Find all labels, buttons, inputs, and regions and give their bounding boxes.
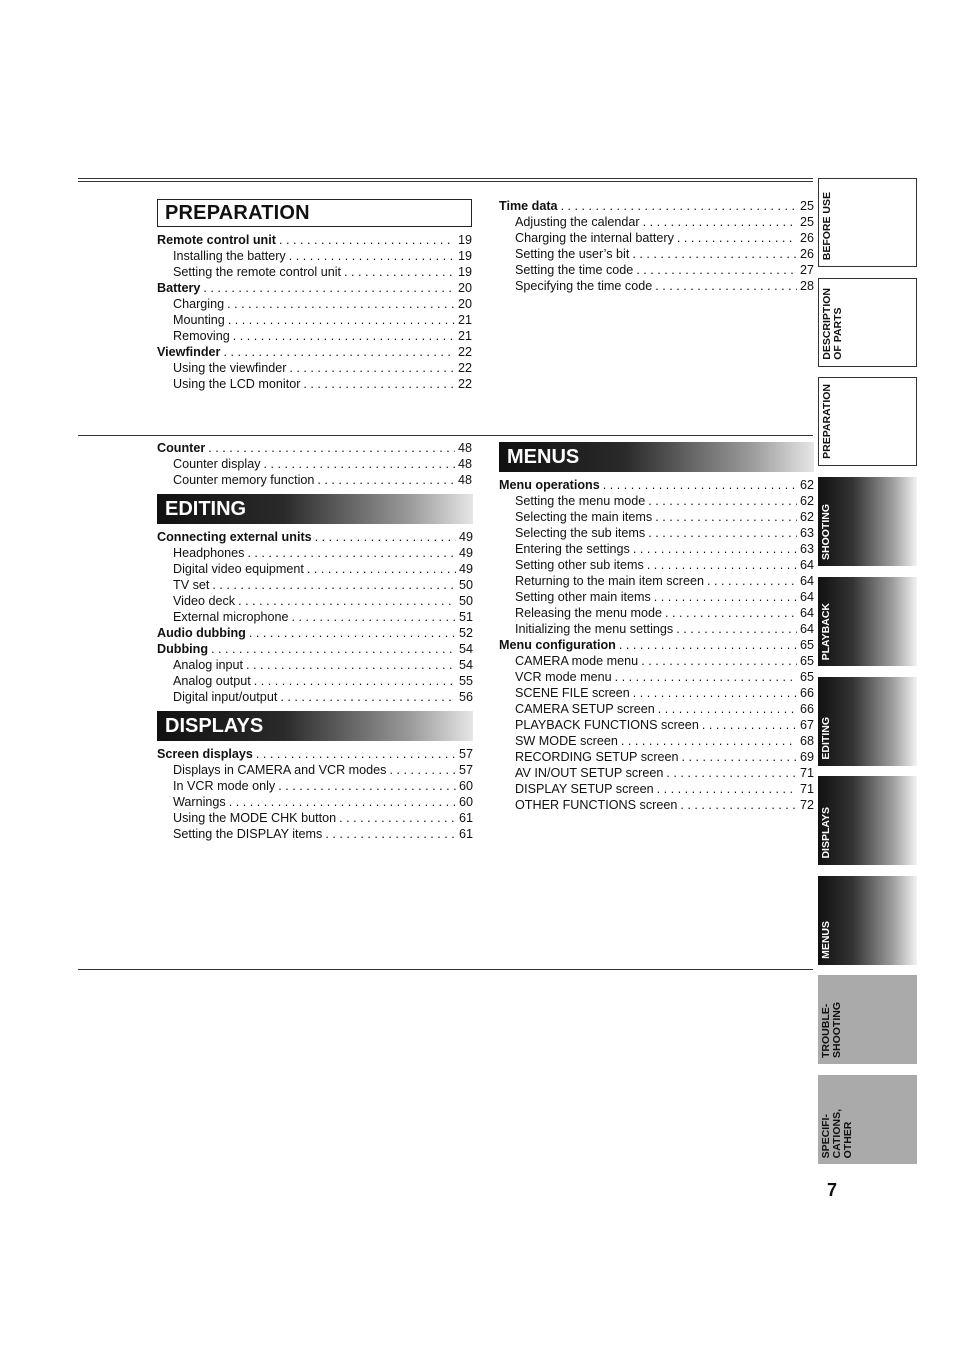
dot-leader xyxy=(655,509,797,525)
toc-entry xyxy=(157,657,473,673)
toc-entry-page: 19 xyxy=(457,249,472,263)
displays-entries xyxy=(157,746,473,842)
toc-entry-page: 20 xyxy=(457,281,472,295)
toc-entry xyxy=(499,797,814,813)
dot-leader xyxy=(223,344,455,360)
toc-entry-title: TV set xyxy=(173,578,210,592)
time-data-section xyxy=(499,198,814,294)
toc-entry-page: 19 xyxy=(457,265,472,279)
dot-leader xyxy=(603,477,797,493)
dot-leader xyxy=(278,778,456,794)
toc-entry-page: 63 xyxy=(799,542,814,556)
toc-entry xyxy=(499,781,814,797)
toc-entry-title: Adjusting the calendar xyxy=(515,215,640,229)
toc-entry-page: 55 xyxy=(458,674,473,688)
dot-leader xyxy=(228,312,455,328)
toc-entry-title: Menu operations xyxy=(499,478,600,492)
toc-entry-title: RECORDING SETUP screen xyxy=(515,750,679,764)
toc-entry-title: Counter memory function xyxy=(173,473,315,487)
section-tab-label: TROUBLE- SHOOTING xyxy=(820,1001,843,1058)
toc-entry xyxy=(157,826,473,842)
dot-leader xyxy=(289,360,455,376)
toc-entry xyxy=(499,198,814,214)
preparation-heading: PREPARATION xyxy=(157,199,472,227)
toc-entry-page: 63 xyxy=(799,526,814,540)
toc-entry xyxy=(157,810,473,826)
dot-leader xyxy=(315,529,456,545)
toc-entry-title: CAMERA mode menu xyxy=(515,654,639,668)
section-tab xyxy=(818,1075,917,1164)
toc-entry xyxy=(157,440,472,456)
toc-entry xyxy=(157,376,472,392)
toc-entry-page: 49 xyxy=(458,562,473,576)
toc-entry-page: 56 xyxy=(458,690,473,704)
toc-entry-page: 19 xyxy=(457,233,472,247)
toc-entry-page: 66 xyxy=(799,702,814,716)
toc-entry-title: Remote control unit xyxy=(157,233,276,247)
dot-leader xyxy=(246,657,456,673)
toc-entry-title: Setting other main items xyxy=(515,590,651,604)
dot-leader xyxy=(249,625,456,641)
toc-entry-page: 22 xyxy=(457,361,472,375)
toc-entry-title: External microphone xyxy=(173,610,289,624)
toc-entry-page: 64 xyxy=(799,622,814,636)
toc-entry xyxy=(499,214,814,230)
dot-leader xyxy=(280,689,456,705)
dot-leader xyxy=(307,561,456,577)
section-tab-label: SPECIFI- CATIONS, OTHER xyxy=(820,1108,854,1158)
toc-entry xyxy=(157,625,473,641)
toc-entry xyxy=(499,246,814,262)
section-tab xyxy=(818,278,917,367)
toc-entry-page: 62 xyxy=(799,494,814,508)
toc-entry-page: 66 xyxy=(799,686,814,700)
preparation-section xyxy=(157,199,472,392)
dot-leader xyxy=(325,826,456,842)
toc-entry xyxy=(157,577,473,593)
toc-entry xyxy=(157,593,473,609)
toc-entry xyxy=(499,637,814,653)
dot-leader xyxy=(677,230,797,246)
toc-entry-page: 27 xyxy=(799,263,814,277)
toc-entry xyxy=(499,493,814,509)
toc-entry-page: 61 xyxy=(458,811,473,825)
toc-entry-title: Menu configuration xyxy=(499,638,616,652)
toc-entry xyxy=(499,573,814,589)
toc-entry-page: 65 xyxy=(799,670,814,684)
dot-leader xyxy=(647,557,797,573)
toc-entry xyxy=(157,312,472,328)
toc-entry-page: 54 xyxy=(458,642,473,656)
dot-leader xyxy=(233,328,455,344)
dot-leader xyxy=(279,232,455,248)
toc-entry-title: Analog input xyxy=(173,658,244,672)
dot-leader xyxy=(658,701,797,717)
toc-entry-page: 52 xyxy=(458,626,473,640)
toc-entry xyxy=(499,278,814,294)
toc-entry-title: Battery xyxy=(157,281,201,295)
toc-entry xyxy=(499,749,814,765)
toc-entry-title: Viewfinder xyxy=(157,345,221,359)
toc-entry-title: Counter display xyxy=(173,457,261,471)
toc-entry-page: 60 xyxy=(458,779,473,793)
toc-entry xyxy=(499,669,814,685)
menus-section xyxy=(499,442,814,813)
toc-entry-page: 28 xyxy=(799,279,814,293)
toc-entry-page: 60 xyxy=(458,795,473,809)
toc-entry-page: 67 xyxy=(799,718,814,732)
toc-entry-title: Specifying the time code xyxy=(515,279,653,293)
toc-entry xyxy=(157,609,473,625)
dot-leader xyxy=(256,746,456,762)
section-tab xyxy=(818,577,917,666)
toc-entry-title: VCR mode menu xyxy=(515,670,612,684)
time-data-entries xyxy=(499,198,814,294)
toc-entry xyxy=(499,621,814,637)
toc-entry-title: Selecting the sub items xyxy=(515,526,646,540)
toc-entry-page: 25 xyxy=(799,215,814,229)
dot-leader xyxy=(264,456,455,472)
toc-entry-page: 62 xyxy=(799,478,814,492)
dot-leader xyxy=(212,577,456,593)
toc-entry-title: DISPLAY SETUP screen xyxy=(515,782,654,796)
section-tab-label: DESCRIPTION OF PARTS xyxy=(821,288,844,360)
toc-entry xyxy=(157,472,472,488)
toc-entry-page: 26 xyxy=(799,247,814,261)
toc-entry-page: 54 xyxy=(458,658,473,672)
toc-entry-page: 49 xyxy=(458,546,473,560)
toc-entry-title: Screen displays xyxy=(157,747,253,761)
dot-leader xyxy=(707,573,797,589)
section-tab-label: EDITING xyxy=(820,717,832,760)
section-tab-label: PLAYBACK xyxy=(820,602,832,660)
toc-entry-page: 26 xyxy=(799,231,814,245)
toc-entry-page: 57 xyxy=(458,763,473,777)
toc-entry-title: Dubbing xyxy=(157,642,209,656)
toc-entry-title: OTHER FUNCTIONS screen xyxy=(515,798,678,812)
section-tab xyxy=(818,477,917,566)
toc-entry-page: 22 xyxy=(457,377,472,391)
dot-leader xyxy=(641,653,797,669)
top-rule xyxy=(78,178,813,179)
toc-entry-title: Digital input/output xyxy=(173,690,278,704)
dot-leader xyxy=(643,214,797,230)
toc-entry-title: Headphones xyxy=(173,546,245,560)
section-tab-label: SHOOTING xyxy=(820,503,832,560)
toc-entry xyxy=(157,248,472,264)
toc-entry-title: Entering the settings xyxy=(515,542,630,556)
editing-entries xyxy=(157,529,473,705)
toc-entry-title: Mounting xyxy=(173,313,225,327)
toc-entry-page: 20 xyxy=(457,297,472,311)
toc-entry-page: 64 xyxy=(799,590,814,604)
editing-section xyxy=(157,494,473,705)
section-tab-label: MENUS xyxy=(820,921,832,959)
toc-entry xyxy=(499,717,814,733)
toc-entry-page: 57 xyxy=(458,747,473,761)
preparation-entries xyxy=(157,232,472,392)
toc-entry-title: Charging xyxy=(173,297,225,311)
dot-leader xyxy=(666,765,797,781)
toc-entry-title: SCENE FILE screen xyxy=(515,686,630,700)
toc-entry-title: Setting the DISPLAY items xyxy=(173,827,323,841)
dot-leader xyxy=(676,621,797,637)
toc-entry xyxy=(499,525,814,541)
section-tab-label: PREPARATION xyxy=(821,384,833,459)
toc-entry-page: 72 xyxy=(799,798,814,812)
toc-entry xyxy=(499,701,814,717)
toc-entry-page: 22 xyxy=(457,345,472,359)
section-tab xyxy=(818,677,917,766)
toc-entry xyxy=(157,561,473,577)
section-tab xyxy=(818,377,917,466)
toc-entry xyxy=(499,230,814,246)
dot-leader xyxy=(317,472,455,488)
toc-entry-title: Setting the user’s bit xyxy=(515,247,630,261)
toc-entry-page: 21 xyxy=(457,313,472,327)
toc-entry xyxy=(499,685,814,701)
toc-entry-title: Charging the internal battery xyxy=(515,231,674,245)
dot-leader xyxy=(702,717,797,733)
dot-leader xyxy=(389,762,456,778)
toc-entry-title: Returning to the main item screen xyxy=(515,574,704,588)
toc-entry xyxy=(157,264,472,280)
toc-entry-title: SW MODE screen xyxy=(515,734,618,748)
dot-leader xyxy=(208,440,455,456)
toc-entry-page: 69 xyxy=(799,750,814,764)
dot-leader xyxy=(615,669,797,685)
toc-entry xyxy=(499,509,814,525)
toc-entry-page: 51 xyxy=(458,610,473,624)
toc-entry xyxy=(157,344,472,360)
counter-entries xyxy=(157,440,472,488)
toc-entry-title: Using the viewfinder xyxy=(173,361,287,375)
toc-entry xyxy=(157,296,472,312)
toc-entry-title: AV IN/OUT SETUP screen xyxy=(515,766,664,780)
toc-entry-page: 50 xyxy=(458,578,473,592)
dot-leader xyxy=(648,493,797,509)
dot-leader xyxy=(203,280,455,296)
toc-entry xyxy=(157,360,472,376)
section-tab-label: DISPLAYS xyxy=(820,807,832,859)
toc-entry xyxy=(157,529,473,545)
toc-entry-title: Installing the battery xyxy=(173,249,286,263)
toc-entry-page: 25 xyxy=(799,199,814,213)
dot-leader xyxy=(657,781,797,797)
toc-entry-title: Displays in CAMERA and VCR modes xyxy=(173,763,387,777)
toc-entry xyxy=(499,589,814,605)
dot-leader xyxy=(619,637,797,653)
toc-entry-title: Audio dubbing xyxy=(157,626,246,640)
dot-leader xyxy=(648,525,797,541)
toc-entry xyxy=(499,477,814,493)
toc-entry xyxy=(499,557,814,573)
toc-entry-title: Using the LCD monitor xyxy=(173,377,301,391)
toc-entry-title: Setting other sub items xyxy=(515,558,644,572)
toc-entry-title: Setting the time code xyxy=(515,263,634,277)
toc-entry-title: Initializing the menu settings xyxy=(515,622,674,636)
middle-rule xyxy=(78,435,813,436)
toc-entry xyxy=(157,794,473,810)
menus-entries xyxy=(499,477,814,813)
toc-entry xyxy=(157,328,472,344)
toc-entry-page: 50 xyxy=(458,594,473,608)
toc-entry-title: Digital video equipment xyxy=(173,562,304,576)
toc-entry xyxy=(157,689,473,705)
toc-entry-title: Analog output xyxy=(173,674,251,688)
dot-leader xyxy=(665,605,797,621)
dot-leader xyxy=(633,541,797,557)
dot-leader xyxy=(633,685,797,701)
toc-entry-page: 64 xyxy=(799,574,814,588)
toc-entry-title: Time data xyxy=(499,199,558,213)
toc-entry xyxy=(157,280,472,296)
counter-section xyxy=(157,440,472,488)
dot-leader xyxy=(229,794,456,810)
toc-entry-title: PLAYBACK FUNCTIONS screen xyxy=(515,718,699,732)
dot-leader xyxy=(211,641,456,657)
dot-leader xyxy=(303,376,455,392)
dot-leader xyxy=(227,296,455,312)
section-tab-label: BEFORE USE xyxy=(821,191,833,260)
dot-leader xyxy=(247,545,456,561)
toc-entry xyxy=(157,232,472,248)
top-rule-2 xyxy=(78,181,813,182)
toc-entry xyxy=(157,673,473,689)
toc-entry-title: Setting the remote control unit xyxy=(173,265,342,279)
toc-entry xyxy=(499,541,814,557)
toc-entry-page: 62 xyxy=(799,510,814,524)
dot-leader xyxy=(292,609,456,625)
toc-entry-title: Releasing the menu mode xyxy=(515,606,663,620)
displays-section xyxy=(157,711,473,842)
dot-leader xyxy=(682,749,797,765)
toc-entry xyxy=(157,456,472,472)
toc-entry-page: 48 xyxy=(457,473,472,487)
toc-entry-title: Warnings xyxy=(173,795,226,809)
editing-heading: EDITING xyxy=(157,494,473,524)
section-tab xyxy=(818,178,917,267)
toc-entry-page: 65 xyxy=(799,638,814,652)
toc-entry-page: 49 xyxy=(458,530,473,544)
toc-entry xyxy=(157,762,473,778)
dot-leader xyxy=(636,262,797,278)
toc-entry xyxy=(499,733,814,749)
toc-entry-page: 48 xyxy=(457,441,472,455)
toc-entry xyxy=(499,653,814,669)
toc-entry xyxy=(157,746,473,762)
toc-entry-title: Video deck xyxy=(173,594,236,608)
section-tab xyxy=(818,776,917,865)
toc-entry-page: 68 xyxy=(799,734,814,748)
toc-entry-title: Using the MODE CHK button xyxy=(173,811,337,825)
toc-entry-title: Connecting external units xyxy=(157,530,312,544)
section-tab xyxy=(818,876,917,965)
dot-leader xyxy=(254,673,456,689)
toc-entry-page: 64 xyxy=(799,606,814,620)
page-number: 7 xyxy=(827,1180,838,1200)
dot-leader xyxy=(654,589,797,605)
toc-entry-page: 71 xyxy=(799,766,814,780)
displays-heading: DISPLAYS xyxy=(157,711,473,741)
toc-entry-page: 21 xyxy=(457,329,472,343)
toc-entry xyxy=(499,262,814,278)
toc-entry-page: 71 xyxy=(799,782,814,796)
bottom-rule xyxy=(78,969,813,970)
toc-entry xyxy=(499,605,814,621)
toc-entry xyxy=(157,641,473,657)
dot-leader xyxy=(344,264,455,280)
dot-leader xyxy=(238,593,456,609)
toc-entry-title: In VCR mode only xyxy=(173,779,276,793)
dot-leader xyxy=(289,248,455,264)
toc-entry-title: Selecting the main items xyxy=(515,510,653,524)
toc-entry xyxy=(157,778,473,794)
dot-leader xyxy=(655,278,797,294)
dot-leader xyxy=(621,733,797,749)
toc-entry-title: CAMERA SETUP screen xyxy=(515,702,655,716)
menus-heading: MENUS xyxy=(499,442,814,472)
toc-entry-title: Counter xyxy=(157,441,206,455)
toc-entry xyxy=(157,545,473,561)
section-tab xyxy=(818,975,917,1064)
toc-entry-title: Setting the menu mode xyxy=(515,494,646,508)
toc-entry-page: 48 xyxy=(457,457,472,471)
dot-leader xyxy=(561,198,797,214)
dot-leader xyxy=(680,797,797,813)
dot-leader xyxy=(632,246,797,262)
toc-entry xyxy=(499,765,814,781)
toc-entry-title: Removing xyxy=(173,329,230,343)
toc-entry-page: 65 xyxy=(799,654,814,668)
toc-entry-page: 61 xyxy=(458,827,473,841)
toc-entry-page: 64 xyxy=(799,558,814,572)
dot-leader xyxy=(339,810,456,826)
